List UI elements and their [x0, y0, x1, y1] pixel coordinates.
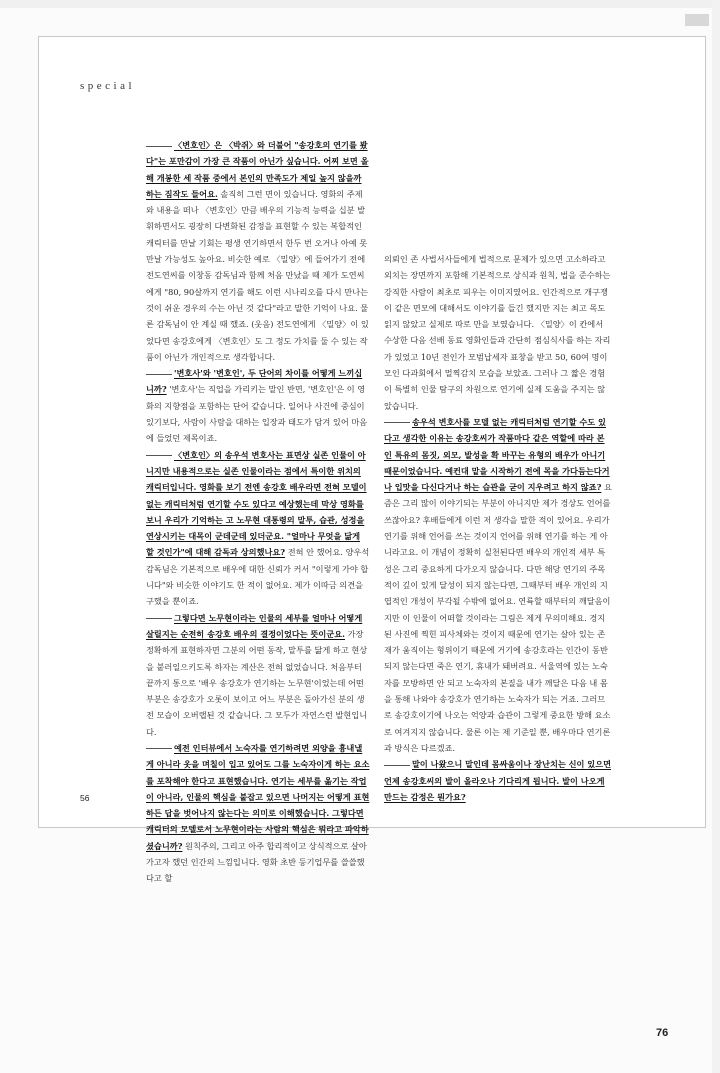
interview-answer: 의뢰인 존 사법서사들에게 법적으로 문제가 있으면 고소하라고 외치는 장면까지 포함해 기본적으로 상식과 원칙, 법을 준수하는 강직한 사람이 최초로 피우는 이미지였어요. 인간적으로 개구쟁이 같은 면모에 대해서도 이야기를 들긴 했지만 지는 최고 목도 읽지 않았고 실제로 따로 만을 보였습니다. 〈밀양〉이 칸에서 수상한 다음 선배 동료 영화인들과 간단히 점심식사를 하는 자리가 있었고 10년 전인가 모범납세자 표창을 받고 50, 60여 명이 모인 다과회에서 멀찍감치 모습을 보았죠. 그러나 그 짧은 경험이 특별히 인물 탐구의 차원으로 연기에 실제 도움을 주지는 않았습니다. — [384, 254, 611, 411]
article-paragraph — [384, 251, 612, 414]
scan-edge-top — [0, 0, 720, 8]
scan-edge-right — [712, 0, 720, 1073]
interview-question: 송우석 변호사를 모델 없는 캐릭터처럼 연기할 수도 있다고 생각한 이유는 송강호씨가 작품마다 같은 역할에 따라 본인 특유의 몸짓, 외모, 발성을 확 바꾸는 유형의 배우가 아니기 때문이었습니다. 예컨대 맡을 시작하기 전에 목을 가다듬는다거나 입맛을 다신다거나 하는 습관을 굳이 지우려고 하지 않죠? — [384, 416, 610, 493]
page-tab-mark — [685, 14, 709, 26]
interview-question: 말이 나왔으니 말인데 몸싸움이나 장난치는 신이 있으면 언제 송강호씨의 발이 올라오나 기다리게 됩니다. 발이 나오게 만드는 감정은 뭔가요? — [384, 759, 612, 802]
outer-page-number: 76 — [656, 1027, 669, 1039]
article-paragraph — [384, 414, 612, 756]
question-dash — [146, 455, 172, 456]
section-header: special — [80, 80, 136, 92]
question-dash — [146, 374, 172, 375]
right-column — [384, 251, 612, 805]
interview-answer: '변호사'는 직업을 가리키는 말인 반면, '변호인'은 이 영화의 지향점을 포함하는 단어 같습니다. 일어나 사건에 중심이 있기보다, 사람이 사람을 대하는 입장과 태도가 담겨 있어 마음에 들었던 제목이죠. — [146, 384, 368, 444]
question-dash — [146, 146, 172, 147]
article-paragraph — [146, 365, 370, 446]
article-paragraph — [146, 137, 370, 365]
interview-question: 예전 인터뷰에서 노숙자를 연기하려면 외양을 흉내낼 게 아니라 옷을 며칠이 입고 있어도 그를 노숙자이게 하는 요소를 포착해야 한다고 표현했습니다. 연기는 세부를 옮기는 작업이 아니라, 인물의 핵심을 붙잡고 있으면 나머지는 어떻게 표현하든 답을 벗어나지 않는다는 의미로 이해했습니다. 그렇다면 캐릭터의 모델로서 노무현이라는 사람의 핵심은 뭐라고 파악하셨습니까? — [146, 742, 370, 851]
question-dash — [146, 618, 172, 619]
article-paragraph — [146, 610, 370, 740]
interview-answer: 요즘은 그리 많이 이야기되는 부분이 아니지만 제가 경상도 언어를 쓰잖아요? 후배들에게 이런 저 생각을 말한 적이 있어요. 우리가 연기를 위해 언어를 쓰는 것이지 언어를 위해 연기를 하는 게 아니라고요. 이 개념이 정확히 실천된다면 배우의 개인적 세부 특성은 그리 중요하게 다가오지 않습니다. 다만 해당 연기의 주목적이 깊이 있게 달성이 되지 않는다면, 그때부터 배우 개인의 지엽적인 개성이 부각될 수밖에 없어요. 연륙할 때부터의 깨달음이지만 이 인물이 어떠할 것이라는 그림은 제게 무의미해요. 경지된 사진에 찍힌 피사체와는 것이지 때문에 연기는 살아 있는 존재가 움직이는 형위이기 때문에 거기에 송강호라는 인간이 동반되지 않는다면 죽은 연기, 휴내가 돼버려요. 서울역에 있는 노숙자를 모방하면 안 되고 노숙자의 본질을 내가 깨달은 다음 내 몸을 통해 나와야 송강호가 연기하는 노숙자가 되는 거죠. 그러므로 송강호이기에 나오는 억양과 습관이 그렇게 중요한 방해 요소로 여겨지지 않습니다. 물론 이는 제 기준일 뿐, 배우마다 연기론과 방식은 다르겠죠. — [384, 482, 612, 753]
interview-question: 〈변호인〉은 〈박쥐〉와 더불어 "송강호의 연기를 봤다"는 포만감이 가장 큰 작품이 아닌가 싶습니다. 어찌 보면 올해 개봉한 세 작품 중에서 본인의 만족도가 제일 높지 않을까 하는 짐작도 들어요. — [146, 140, 369, 199]
interview-answer: 전혀 안 했어요. 양우석 감독님은 기본적으로 배우에 대한 신뢰가 커서 "이렇게 가야 합니다"와 비슷한 이야기도 한 적이 없어요. 제가 이따금 의견을 구했을 뿐이죠. — [146, 547, 370, 607]
question-dash — [146, 748, 172, 749]
interview-question: 〈변호인〉의 송우석 변호사는 표면상 실존 인물이 아니지만 내용적으로는 실존 인물이라는 점에서 특이한 위치의 캐릭터입니다. 영화를 보기 전엔 송강호 배우라면 전혀 모델이 없는 캐릭터처럼 연기할 수도 있다고 예상했는데 막상 영화를 보니 우리가 기억하는 고 노무현 대통령의 말투, 습관, 성정을 연상시키는 대목이 군데군데 있더군요. "얼마나 무엇을 닮게 할 것인가"에 대해 감독과 상의했나요? — [146, 449, 367, 558]
interview-question: 그렇다면 노무현이라는 인물의 세부를 얼마나 어떻게 살릴지는 순전히 송강호 배우의 결정이었다는 뜻이군요. — [146, 612, 363, 639]
interview-answer: 솔직히 그런 면이 있습니다. 영화의 주제와 내용을 떠나 〈변호인〉만큼 배우의 기능적 능력을 십분 발휘하면서도 굉장히 다변화된 감정을 표현할 수 있는 복합적인 캐릭터를 만날 기회는 평생 연기하면서 한두 번 오거나 아예 못 만날 가능성도 높아요. 비슷한 예로 〈밀양〉에 들어가기 전에 전도연씨를 이창동 감독님과 함께 처음 만났을 때 제가 도연씨에게 "80, 90살까지 연기를 해도 이런 시나리오를 다시 만나는 것이 쉬운 경우의 수는 아닌 것 같다"라고 말한 기억이 나요. 물론 감독님이 안 계실 때 했죠. (웃음) 전도연에게 〈밀양〉이 있었다면 송강호에게 〈변호인〉도 그 정도 가치를 둘 수 있는 작품이 아닌가 개인적으로 생각합니다. — [146, 188, 369, 362]
left-column — [146, 137, 370, 887]
article-paragraph — [146, 740, 370, 887]
interview-answer: 원칙주의, 그리고 아주 합리적이고 상식적으로 살아가고자 했던 인간의 느낌입니다. 영화 초반 등기업무를 쓸쓸했다고 할 — [146, 840, 367, 884]
inner-page-number: 56 — [80, 793, 90, 803]
question-dash — [384, 765, 410, 766]
article-paragraph — [146, 447, 370, 610]
interview-answer: 가장 정확하게 표현하자면 그분의 어떤 동작, 말투를 닮게 하고 현상을 붙러일으키도록 하자는 계산은 전혀 없었습니다. 처음부터 끝까지 통으로 '배우 송강호가 연기하는 노무현'이었는데 어떤 부분은 송강호가 오롯이 보이고 어느 부분은 돌아가신 분의 생전 모습이 오버랩된 것 같습니다. 그 모두가 자연스런 발현입니다. — [146, 628, 368, 737]
interview-question: '변호사'와 '변호인', 두 단어의 차이를 어떻게 느끼십니까? — [146, 368, 363, 395]
article-paragraph — [384, 756, 612, 805]
question-dash — [384, 422, 410, 423]
